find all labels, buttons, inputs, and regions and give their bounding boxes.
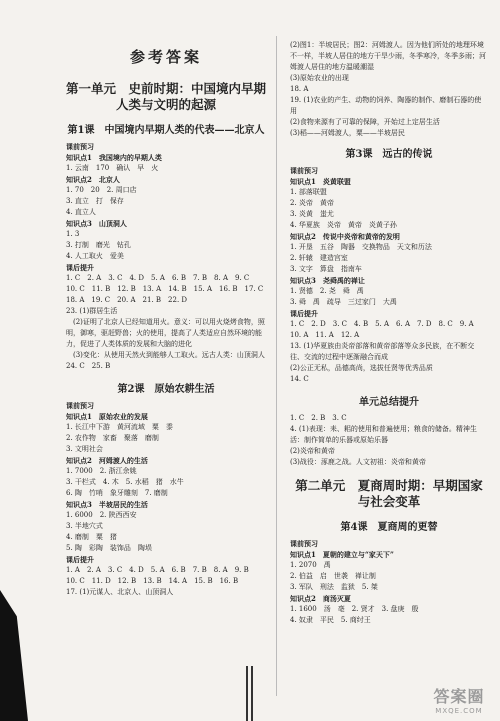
answer-line: 4. 奴隶 平民 5. 商纣王 (290, 616, 371, 624)
answer-line: 1. 2070 禹 (290, 561, 331, 569)
answer-line: 3. 文字 算盘 指南车 (290, 265, 362, 273)
answer-line: 3. 干栏式 4. 木 5. 水稻 猪 水牛 (66, 478, 184, 486)
answer-line: 2. 伯益 启 世袭 禅让制 (290, 572, 376, 580)
bookmark-ribbon (246, 666, 254, 721)
unit2-title (290, 478, 488, 510)
lesson3-body (290, 165, 488, 385)
knowledge-point-heading: 知识点1 夏朝的建立与“家天下” (290, 550, 394, 559)
answer-line: (3)稻——河姆渡人，粟——半坡居民 (290, 129, 405, 137)
section-heading: 课前预习 (66, 142, 94, 151)
answer-line: (3)原始农业的出现 (290, 74, 349, 82)
answer-line: 24. C 25. B (66, 362, 111, 370)
lesson1-body (66, 141, 266, 372)
answer-line: 4. (1)表现：耒、耜的使用和普遍使用；粮食的储备。精神生活：制作简单的乐器或原始乐器 (290, 425, 477, 444)
answer-line: 18. A 19. C 20. A 21. B 22. D (66, 296, 188, 304)
answer-line: 1. A 2. A 3. C 4. D 5. A 6. B 7. B 8. A 9. B (66, 566, 249, 574)
answer-line: 3. 舜 禹 疏导 三过家门 大禹 (290, 298, 397, 306)
answer-line: 1. 部落联盟 (290, 188, 327, 196)
answer-line: (3)变化：从使用天然火到能够人工取火。远古人类：山顶洞人 (66, 351, 265, 359)
answer-line: 4. 磨制 粟 猪 (66, 533, 117, 541)
lesson2-body (66, 400, 266, 598)
page-title: 参考答案 (129, 48, 202, 66)
knowledge-point-heading: 知识点2 北京人 (66, 175, 120, 184)
answer-line: 4. 人工取火 爱美 (66, 252, 124, 260)
review-title: 单元总结提升 (359, 397, 419, 408)
answer-line: 3. 打制 磨光 钻孔 (66, 241, 131, 249)
right-column (290, 40, 488, 626)
answer-line: 17. (1)元谋人、北京人、山顶洞人 (66, 588, 174, 596)
answer-line: 3. 直立 打 保存 (66, 197, 124, 205)
binding-edge-mark (0, 590, 28, 721)
lesson3-title: 第3课 远古的传说 (345, 149, 433, 160)
unit1-title-line1: 第一单元 史前时期：中国境内早期 (66, 81, 267, 96)
knowledge-point-heading: 知识点2 商汤灭夏 (290, 594, 351, 603)
section-heading: 课后提升 (66, 555, 94, 564)
answer-line: 5. 陶 彩陶 装饰品 陶埙 (66, 544, 152, 552)
lesson1-title: 第1课 中国境内早期人类的代表——北京人 (67, 125, 265, 136)
section-heading: 课后提升 (66, 263, 94, 272)
answer-line: 4. 华夏族 炎帝 黄帝 炎黄子孙 (290, 221, 397, 229)
answer-line: 1. 开垦 五谷 陶器 交换物品 天文和历法 (290, 243, 432, 251)
watermark-url: MXQE.COM (435, 707, 483, 715)
left-column (66, 40, 266, 598)
watermark-text: 答案圈 (433, 687, 485, 706)
answer-line: 3. 文明社会 (66, 445, 103, 453)
answer-line: 19. (1)农业的产生、动物的饲养、陶器的制作、磨制石器的使用 (290, 96, 482, 115)
answer-line: (2)食物来源有了可靠的保障，开始过上定居生活 (290, 118, 440, 126)
knowledge-point-heading: 知识点3 尧舜禹的禅让 (290, 276, 365, 285)
answer-line: 3. 军队 刑法 监狱 5. 桀 (290, 583, 378, 591)
unit1-title (66, 81, 266, 113)
answer-line: (2)图1：半坡居民；图2：河姆渡人。因为他们所处的地理环境不一样，半坡人居住的地方干旱少雨，冬季寒冷，冬季多雨；河姆渡人居住的地方温暖潮湿 (290, 41, 486, 71)
answer-line: 1. 6000 2. 陕西西安 (66, 511, 137, 519)
column-divider (276, 36, 277, 696)
knowledge-point-heading: 知识点1 我国境内的早期人类 (66, 153, 162, 162)
answer-line: 14. C (290, 375, 309, 383)
answer-line: 1. 1600 汤 亳 2. 贤才 3. 盘庚 殷 (290, 605, 419, 613)
answer-line: (2)炎帝和黄帝 (290, 447, 335, 455)
knowledge-point-heading: 知识点2 河姆渡人的生活 (66, 456, 148, 465)
lesson4-body (290, 538, 488, 626)
review-body (290, 413, 488, 468)
section-heading: 课前预习 (290, 166, 318, 175)
answer-line: 13. (1)华夏族由炎帝部落和黄帝部落等众多民族，在不断交往、交流的过程中逐渐融合而成 (290, 342, 475, 361)
unit1-title-line2: 人类与文明的起源 (115, 97, 216, 112)
section-heading: 课前预习 (66, 401, 94, 410)
unit2-title-line1: 第二单元 夏商周时期：早期国家 (295, 478, 483, 493)
answer-line: 2. 轩辕 建造宫室 (290, 254, 348, 262)
watermark-logo (424, 684, 494, 715)
lesson4-title: 第4课 夏商周的更替 (340, 522, 438, 533)
answer-line: 4. 直立人 (66, 208, 96, 216)
answer-line: 1. 贤德 2. 尧 舜 禹 (290, 287, 364, 295)
answer-line: 3. 炎黄 蚩尤 (290, 210, 334, 218)
answer-line: 10. C 11. B 12. B 13. A 14. B 15. A 16. B 17. C (66, 285, 264, 293)
answer-line: 10. C 11. D 12. B 13. B 14. A 15. B 16. B (66, 577, 239, 585)
answer-line: 1. 70 20 2. 周口店 (66, 186, 137, 194)
answer-line: 1. 云南 170 确认 早 火 (66, 164, 159, 172)
answer-line: 1. C 2. B 3. C (290, 414, 347, 422)
lesson2-continued (290, 40, 488, 139)
answer-line: 6. 陶 竹哨 象牙雕刻 7. 磨制 (66, 489, 168, 497)
answer-line: (2)公正无私，品德高尚，选拔任贤等优秀品质 (290, 364, 433, 372)
knowledge-point-heading: 知识点2 传说中炎帝和黄帝的发明 (290, 232, 400, 241)
answer-line: 2. 农作物 家畜 聚落 磨制 (66, 434, 159, 442)
answer-line: 1. C 2. D 3. C 4. B 5. A 6. A 7. D 8. C 9. A (290, 320, 474, 328)
knowledge-point-heading: 知识点3 半坡居民的生活 (66, 500, 148, 509)
answer-line: (3)战役：涿鹿之战。人文初祖：炎帝和黄帝 (290, 458, 426, 466)
knowledge-point-heading: 知识点1 炎黄联盟 (290, 177, 351, 186)
lesson2-title: 第2课 原始农耕生活 (117, 384, 215, 395)
answer-line: 1. 3 (66, 230, 80, 238)
answer-line: 23. (1)群居生活 (66, 307, 118, 315)
section-heading: 课前预习 (290, 539, 318, 548)
answer-line: 3. 半地穴式 (66, 522, 103, 530)
section-heading: 课后提升 (290, 309, 318, 318)
unit2-title-line2: 与社会变革 (357, 494, 421, 509)
answer-line: 1. 长江中下游 黄河流域 粟 黍 (66, 423, 173, 431)
answer-line: 18. A (290, 85, 309, 93)
knowledge-point-heading: 知识点1 原始农业的发展 (66, 412, 148, 421)
answer-line: 1. C 2. A 3. C 4. D 5. A 6. B 7. B 8. A 9. C (66, 274, 250, 282)
answer-line: (2)证明了北京人已经知道用火。意义：可以用火烧烤食物，照明，御寒，驱赶野兽；火的使用，提高了人类适应自然环境的能力，促进了人类体质的发展和大脑的进化 (66, 318, 265, 348)
answer-line: 1. 7000 2. 浙江余姚 (66, 467, 137, 475)
knowledge-point-heading: 知识点3 山顶洞人 (66, 219, 127, 228)
answer-line: 2. 炎帝 黄帝 (290, 199, 334, 207)
answer-line: 10. A 11. A 12. A (290, 331, 360, 339)
